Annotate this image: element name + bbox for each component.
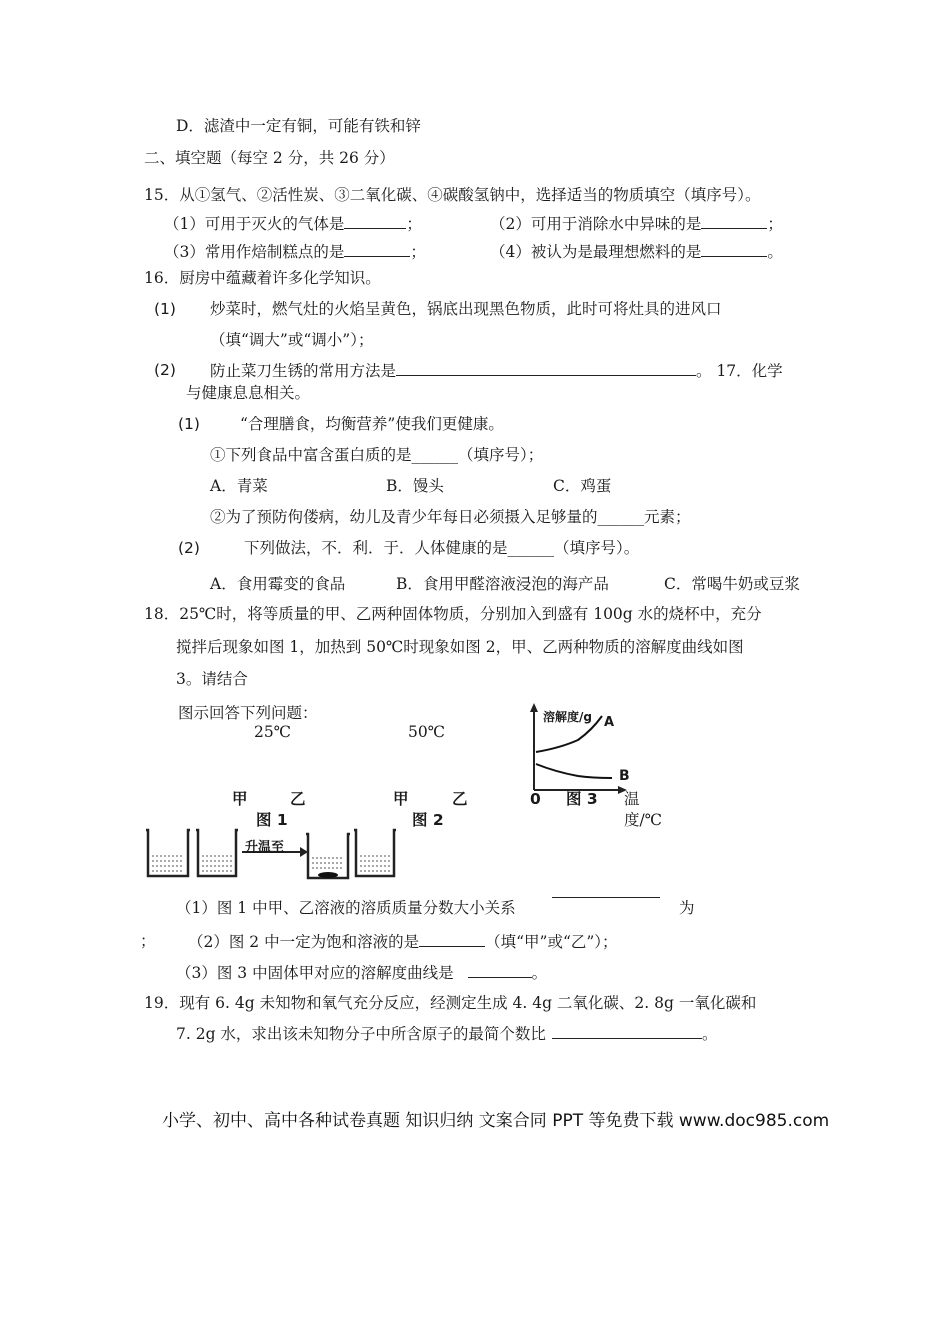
q15-part4-text: （4）被认为是最理想燃料的是 bbox=[490, 243, 702, 261]
q18-blank-2[interactable] bbox=[419, 931, 485, 947]
beaker-2-icon bbox=[196, 830, 238, 876]
curve-b bbox=[536, 764, 612, 778]
section-title: 二、填空题（每空 2 分，共 26 分） bbox=[144, 149, 395, 167]
q18-stem-3: 3。请结合 bbox=[176, 670, 248, 688]
q17-option2-a: A．食用霉变的食品 bbox=[210, 575, 346, 593]
q18-sub3 bbox=[176, 962, 547, 983]
beaker-1-icon bbox=[146, 830, 190, 876]
q17-option2-b: B．食用甲醛溶液浸泡的海产品 bbox=[396, 575, 609, 593]
q17-option2-c: C．常喝牛奶或豆浆 bbox=[664, 575, 800, 593]
q14-option-d: D．滤渣中一定有铜，可能有铁和锌 bbox=[176, 117, 421, 135]
fig3-label: 图 3 bbox=[566, 790, 598, 808]
q18-sub3-text: （3）图 3 中固体甲对应的溶解度曲线是 bbox=[176, 964, 454, 982]
q19-line-2-text: 7. 2g 水，求出该未知物分子中所含原子的最简个数比 bbox=[176, 1025, 546, 1043]
q18-sub2-text: （2）图 2 中一定为饱和溶液的是 bbox=[188, 933, 420, 951]
q17-option-b: B．馒头 bbox=[386, 477, 444, 495]
q18-stem-1: 18．25℃时，将等质量的甲、乙两种固体物质，分别加入到盛有 100g 水的烧杯中，充分 bbox=[144, 605, 762, 623]
q15-part4 bbox=[490, 241, 783, 262]
graph-ylabel: 溶解度/g bbox=[543, 710, 592, 724]
arrow-label: 升温至 bbox=[245, 840, 285, 855]
q17-num-2: (2) bbox=[178, 539, 200, 557]
q17-num-1: (1) bbox=[178, 415, 200, 433]
fig2-jia: 甲 bbox=[393, 790, 409, 808]
curve-a-label: A bbox=[604, 715, 615, 730]
q15-part2-text: （2）可用于消除水中异味的是 bbox=[490, 215, 702, 233]
q16-part1: 炒菜时，燃气灶的火焰呈黄色，锅底出现黑色物质，此时可将灶具的进风口 bbox=[210, 300, 722, 318]
q17-part1b: ②为了预防佝偻病，幼儿及青少年每日必须摄入足够量的______元素； bbox=[210, 508, 691, 526]
q18-blank-1[interactable] bbox=[552, 882, 660, 898]
q16-blank[interactable] bbox=[396, 360, 696, 376]
fig1-jia: 甲 bbox=[232, 790, 248, 808]
q15-part1 bbox=[164, 213, 422, 234]
q16-num-1: (1) bbox=[154, 300, 176, 318]
q17-part1a: ①下列食品中富含蛋白质的是______（填序号）； bbox=[210, 446, 544, 464]
q19-tail: 。 bbox=[701, 1025, 718, 1043]
q16-part1b: （填“调大”或“调小”）； bbox=[210, 331, 374, 349]
q18-stem-2: 搅拌后现象如图 1，加热到 50℃时现象如图 2，甲、乙两种物质的溶解度曲线如图 bbox=[176, 638, 744, 656]
footer-text: 小学、初中、高中各种试卷真题 知识归纳 文案合同 PPT 等免费下载 www.doc985.com bbox=[162, 1111, 830, 1131]
graph-origin: 0 bbox=[530, 790, 541, 808]
graph-xlabel-2: 度/℃ bbox=[624, 811, 663, 829]
q18-sub3-tail: 。 bbox=[531, 964, 548, 982]
q19-blank[interactable] bbox=[552, 1023, 702, 1039]
q19-line-1: 19．现有 6. 4g 未知物和氧气充分反应，经测定生成 4. 4g 二氧化碳、2. 8g 一氧化碳和 bbox=[144, 994, 757, 1012]
fig2-temp: 50℃ bbox=[408, 723, 446, 741]
q15-part3 bbox=[164, 241, 426, 262]
q15-semi-2: ； bbox=[767, 215, 783, 233]
fig1-label: 图 1 bbox=[256, 811, 288, 829]
q17-option-a: A．青菜 bbox=[210, 477, 268, 495]
q15-blank-2[interactable] bbox=[701, 213, 767, 229]
q15-semi-3: ； bbox=[410, 243, 426, 261]
q18-sub2 bbox=[188, 931, 618, 952]
graph-xlabel-1: 温 bbox=[624, 790, 640, 808]
q16-part2-text: 防止菜刀生锈的常用方法是 bbox=[210, 362, 397, 380]
q16-part2-tail: 。 17．化学 bbox=[696, 362, 783, 380]
beaker-4-icon bbox=[354, 830, 396, 876]
q16-stem: 16．厨房中蕴藏着许多化学知识。 bbox=[144, 269, 381, 287]
q15-blank-3[interactable] bbox=[344, 241, 410, 257]
q18-sub1-semi: ； bbox=[140, 932, 156, 950]
q15-part1-text: （1）可用于灭火的气体是 bbox=[164, 215, 345, 233]
beaker-3-icon bbox=[306, 834, 350, 878]
q17-option-c: C．鸡蛋 bbox=[553, 477, 612, 495]
q15-blank-4[interactable] bbox=[701, 241, 767, 257]
q15-blank-1[interactable] bbox=[344, 213, 406, 229]
q15-semi-1: ； bbox=[406, 215, 422, 233]
q15-part3-text: （3）常用作焙制糕点的是 bbox=[164, 243, 345, 261]
q17-part2: 下列做法，不．利．于．人体健康的是______（填序号）。 bbox=[244, 539, 640, 557]
y-axis-icon bbox=[530, 703, 538, 790]
q18-sub1-tail: 为 bbox=[679, 899, 695, 917]
q18-blank-3[interactable] bbox=[468, 962, 532, 978]
q15-stem: 15．从①氢气、②活性炭、③二氧化碳、④碳酸氢钠中，选择适当的物质填空（填序号）。 bbox=[144, 186, 761, 204]
curve-b-label: B bbox=[619, 768, 630, 784]
fig2-yi: 乙 bbox=[452, 790, 468, 808]
q17-stem: 与健康息息相关。 bbox=[186, 384, 311, 402]
q16-num-2: (2) bbox=[154, 361, 176, 379]
fig1-yi: 乙 bbox=[290, 790, 306, 808]
q18-sub2-tail: （填“甲”或“乙”）； bbox=[485, 933, 618, 951]
q19-line-2 bbox=[176, 1023, 717, 1044]
fig2-label: 图 2 bbox=[412, 811, 444, 829]
fig1-temp: 25℃ bbox=[254, 723, 292, 741]
q18-stem-4: 图示回答下列问题： bbox=[178, 704, 318, 722]
q18-sub1: （1）图 1 中甲、乙溶液的溶质质量分数大小关系 bbox=[176, 899, 516, 917]
q16-part2 bbox=[210, 360, 783, 381]
q15-period: 。 bbox=[767, 243, 783, 261]
q15-part2 bbox=[490, 213, 783, 234]
q17-part1: “合理膳食，均衡营养”使我们更健康。 bbox=[240, 415, 504, 433]
